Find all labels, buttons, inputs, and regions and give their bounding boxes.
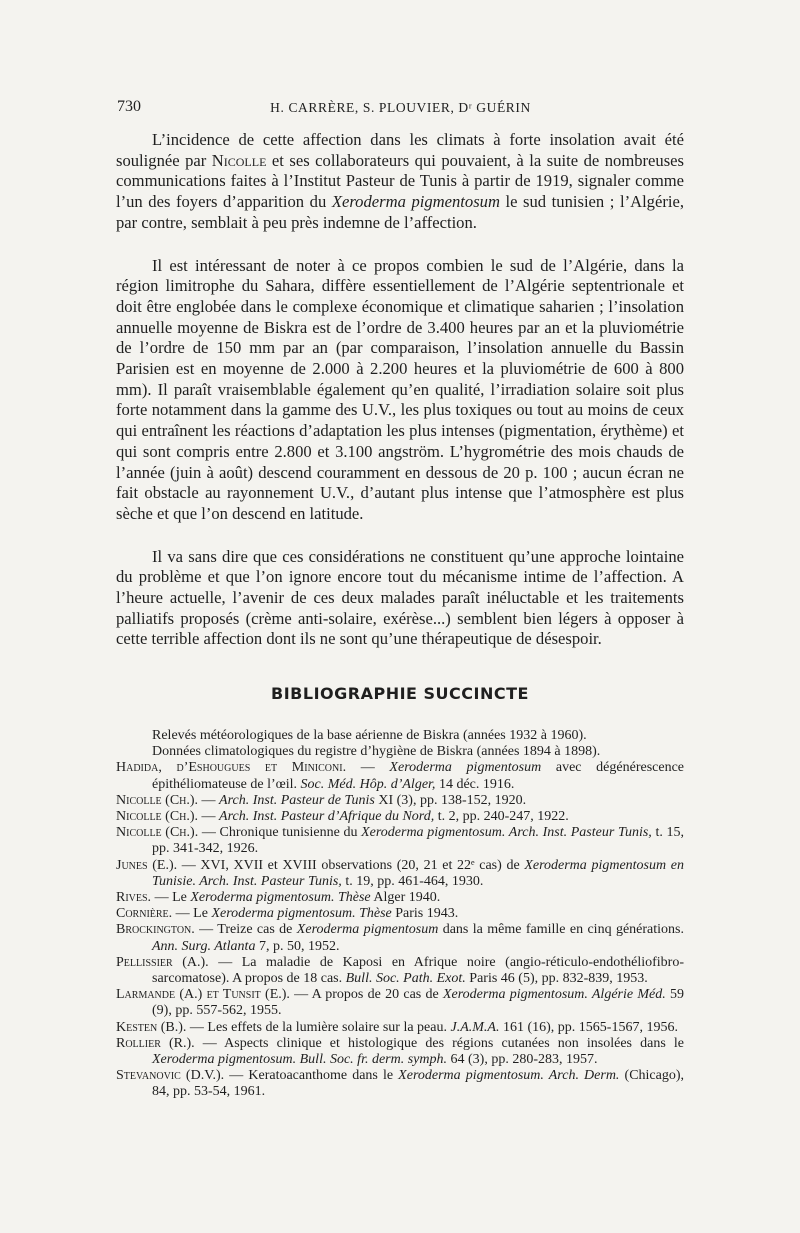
reference-italic: Xeroderma pigmentosum. Thèse <box>190 890 371 906</box>
reference-italic: Ann. Surg. Atlanta <box>152 938 256 954</box>
reference-text: — XVI, XVII et XVIII observations (20, 21 et 22ᵉ cas) de <box>177 857 525 873</box>
reference-entry <box>116 955 684 987</box>
reference-text: 59 (9), pp. 557-562, 1955. <box>152 987 684 1019</box>
reference-text: — Les effets de la lumière solaire sur la peau. <box>186 1019 451 1035</box>
reference-author: Rives. <box>116 890 152 906</box>
reference-italic: J.A.M.A. <box>450 1019 500 1035</box>
text-run: et ses collaborateurs qui pouvaient, à la suite de nombreuses communications faites à l’Institut Pasteur de Tunis à partir de 1919, signaler comme l’un des foyers d’apparition du <box>116 150 684 212</box>
reference-text: 64 (3), pp. 280-283, 1957. <box>447 1052 598 1068</box>
reference-text: t. 2, pp. 240-247, 1922. <box>434 809 569 825</box>
reference-text: 14 déc. 1916. <box>435 776 515 792</box>
page-number: 730 <box>117 98 141 115</box>
reference-text: — <box>346 760 390 776</box>
reference-italic: Xeroderma pigmentosum. Arch. Derm. <box>398 1068 620 1084</box>
reference-text: 7, p. 50, 1952. <box>255 938 340 954</box>
reference-author: Cornière. <box>116 906 173 922</box>
reference-entry <box>116 890 684 906</box>
reference-italic: Xeroderma pigmentosum <box>389 760 542 776</box>
reference-author: Junes (E.). <box>116 857 178 873</box>
reference-author: Nicolle (Ch.). <box>116 809 199 825</box>
bibliography-list <box>116 728 684 1101</box>
reference-entry <box>116 825 684 857</box>
reference-text: — <box>198 792 220 808</box>
article-body <box>116 130 684 672</box>
reference-text: t. 15, pp. 341-342, 1926. <box>152 825 684 857</box>
reference-text: avec dégénérescence épithéliomateuse de l’œil. <box>152 760 685 792</box>
reference-italic: Xeroderma pigmentosum en Tunisie. Arch. Inst. Pasteur Tunis, <box>152 857 684 889</box>
paragraph-2: Il est intéressant de noter à ce propos combien le sud de l’Algérie, dans la région limitrophe du Sahara, diffère essentiellement de l’Algérie septentrionale et doit être englobée dans le complexe économique et climatique saharien ; l’insolation annuelle moyenne de Biskra est de l’ordre de 3.400 heures par an et la pluviométrie de l’ordre de 150 mm par an (par comparaison, l’insolation annuelle du Bassin Parisien est en moyenne de 2.000 à 2.200 heures et la pluviométrie de 600 à 800 mm). Il paraît vraisemblable également qu’en qualité, l’irradiation solaire soit plus forte notamment dans la gamme des U.V., les plus toxiques ou tout au moins de ceux qui entraînent les réactions d’adaptation les plus intenses (pigmentation, érythème) et qui sont compris entre 2.800 et 3.100 angström. L’hygrométrie des mois chauds de l’année (juin à août) descend couramment en dessous de 20 p. 100 ; aucun écran ne fait obstacle au rayonnement U.V., d’autant plus intense que l’atmosphère est plus sèche et que l’on descend en latitude. <box>116 255 684 523</box>
reference-entry <box>116 1036 684 1068</box>
reference-entry <box>116 760 684 792</box>
reference-text: XI (3), pp. 138-152, 1920. <box>374 792 527 808</box>
reference-italic: Xeroderma pigmentosum <box>296 922 439 938</box>
text-run: L’incidence de cette affection dans les climats à forte insolation avait été soulignée par <box>116 130 684 170</box>
reference-author: Stevanovic (D.V.). <box>116 1068 225 1084</box>
reference-text: (Chicago), 84, pp. 53-54, 1961. <box>152 1068 685 1100</box>
reference-author: Nicolle (Ch.). <box>116 792 199 808</box>
reference-italic: Bull. Soc. Path. Exot. <box>345 971 466 987</box>
paragraph-1 <box>116 130 684 234</box>
reference-italic: Xeroderma pigmentosum. Bull. Soc. fr. derm. symph. <box>152 1052 448 1068</box>
italic-term: Xeroderma pigmentosum <box>331 192 500 212</box>
reference-author: Hadida, d’Eshougues et Miniconi. <box>116 760 347 776</box>
author-name: Nicolle <box>211 150 267 170</box>
reference-text: — Chronique tunisienne du <box>198 825 362 841</box>
page-header <box>117 98 684 120</box>
reference-italic: Xeroderma pigmentosum. Thèse <box>211 906 392 922</box>
reference-entry <box>116 793 684 809</box>
reference-author: Rollier (R.). <box>116 1035 195 1051</box>
reference-text: Paris 1943. <box>391 906 459 922</box>
reference-author: Brockington. <box>116 922 195 938</box>
reference-text: Alger 1940. <box>370 890 441 906</box>
bibliography-source: Relevés météorologiques de la base aérienne de Biskra (années 1932 à 1960). <box>152 728 587 743</box>
reference-text: t. 19, pp. 461-464, 1930. <box>341 873 484 889</box>
reference-author: Pellissier (A.). <box>116 954 209 970</box>
reference-entry <box>116 1020 684 1036</box>
reference-italic: Arch. Inst. Pasteur de Tunis <box>219 792 375 808</box>
reference-entry <box>116 858 684 890</box>
reference-italic: Xeroderma pigmentosum. Algérie Méd. <box>442 987 666 1003</box>
bibliography-heading: BIBLIOGRAPHIE SUCCINCTE <box>271 684 529 703</box>
reference-text: — La maladie de Kaposi en Afrique noire (angio-réticulo-endothéliofibro-sarcomatose). A propos de 18 cas. <box>152 954 684 987</box>
reference-text: — Treize cas de <box>194 922 297 938</box>
text-run: le sud tunisien ; l’Algérie, par contre, semblait à peu près indemne de l’affection. <box>116 192 684 232</box>
reference-entry <box>116 922 684 954</box>
running-title: H. CARRÈRE, S. PLOUVIER, Dʳ GUÉRIN <box>270 100 531 115</box>
reference-italic: Arch. Inst. Pasteur d’Afrique du Nord, <box>219 809 435 825</box>
reference-entry <box>116 987 684 1019</box>
reference-text: — Keratoacanthome dans le <box>224 1068 399 1084</box>
reference-author: Kesten (B.). <box>116 1019 187 1035</box>
reference-author: Nicolle (Ch.). <box>116 825 199 841</box>
reference-text: — Le <box>151 890 191 906</box>
reference-entry <box>116 906 684 922</box>
reference-text: — Le <box>172 906 212 922</box>
paragraph-3: Il va sans dire que ces considérations ne constituent qu’une approche lointaine du problème et que l’on ignore encore tout du mécanisme intime de l’affection. A l’heure actuelle, l’avenir de ces deux malades paraît inéluctable et les traitements palliatifs proposés (crème anti-solaire, exérèse...) semblent bien légers à opposer à cette terrible affection dont ils ne sont qu’une thérapeutique de désespoir. <box>116 546 684 649</box>
reference-text: dans la même famille en cinq générations. <box>438 922 684 938</box>
reference-text: — A propos de 20 cas de <box>289 987 443 1003</box>
reference-entry <box>116 809 684 825</box>
reference-entry <box>116 1068 684 1100</box>
bibliography-source: Données climatologiques du registre d’hygiène de Biskra (années 1894 à 1898). <box>152 744 601 760</box>
reference-author: Larmande (A.) et Tunsit (E.). <box>116 987 290 1003</box>
reference-text: Paris 46 (5), pp. 832-839, 1953. <box>465 971 648 987</box>
reference-text: — <box>198 809 220 825</box>
reference-entries <box>116 760 684 1100</box>
reference-italic: Soc. Méd. Hôp. d’Alger, <box>300 776 436 792</box>
reference-text: — Aspects clinique et histologique des régions cutanées non insolées dans le <box>194 1035 684 1051</box>
reference-text: 161 (16), pp. 1565-1567, 1956. <box>499 1019 678 1035</box>
reference-italic: Xeroderma pigmentosum. Arch. Inst. Pasteur Tunis, <box>361 825 652 841</box>
